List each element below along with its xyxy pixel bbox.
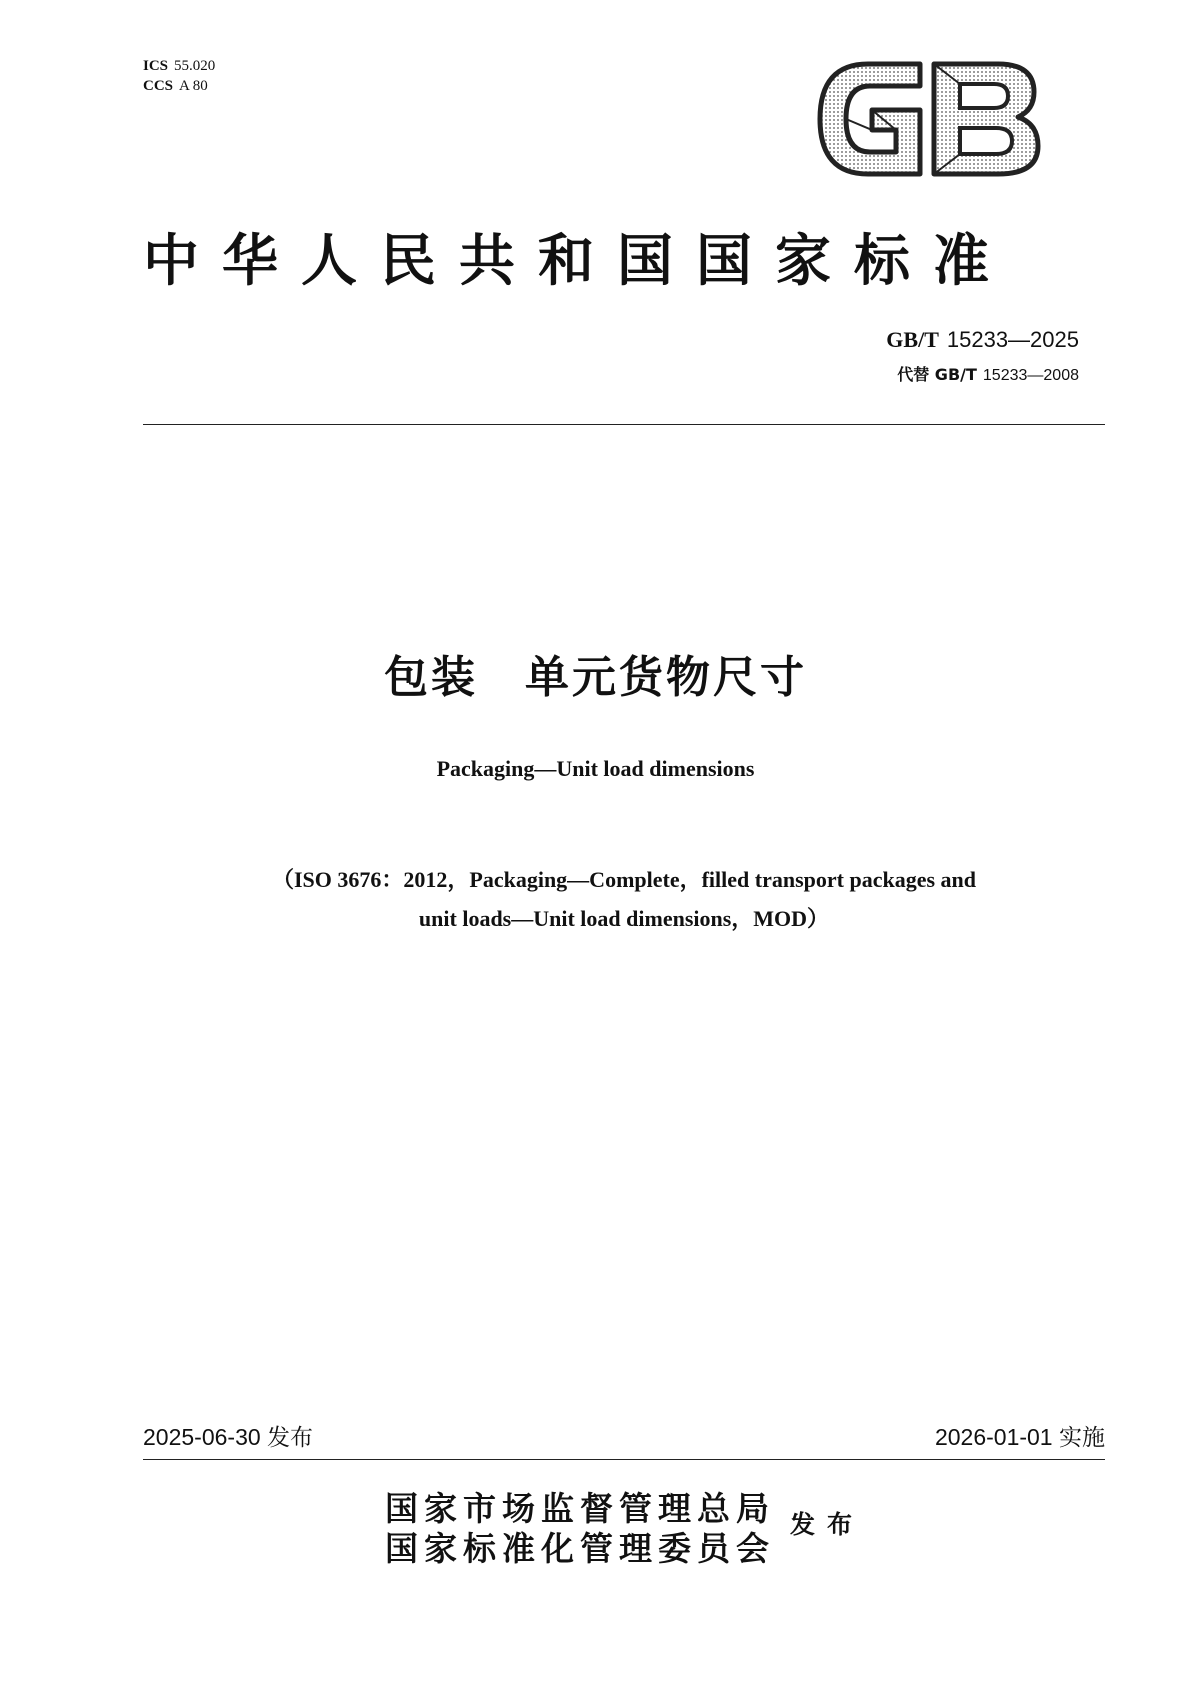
standard-code: 15233—2025 [946,327,1079,352]
national-standard-title: 中华人民共和国国家标准 [143,228,1012,294]
implementation-date [935,1422,1105,1452]
document-title-cn: 包装 单元货物尺寸 [384,652,807,703]
replaces-code: 15233—2008 [982,367,1079,384]
issuer-samr: 国家市场监督管理总局 [385,1489,775,1528]
ics-line [143,56,215,76]
implementation-date-label: 实施 [1059,1424,1105,1450]
implementation-date-value: 2026-01-01 [934,1424,1053,1450]
issue-date [143,1422,313,1452]
document-title-en: Packaging—Unit load dimensions [436,756,755,781]
replaces-label: 代替 GB/T [897,365,977,384]
issuer-sac: 国家标准化管理委员会 [385,1529,775,1568]
standard-number [886,326,1079,354]
iso-reference [143,860,1105,938]
issue-date-value: 2025-06-30 [143,1424,261,1450]
ics-label: ICS [143,58,169,74]
issuing-organizations [385,1489,775,1569]
replaces-standard [897,364,1079,387]
iso-reference-line1: （ISO 3676：2012，Packaging—Complete，filled transport packages and [271,867,977,892]
ics-value: 55.020 [174,58,216,74]
classification-block [143,56,215,96]
ccs-label: CCS [143,78,174,94]
standard-prefix: GB/T [886,327,939,352]
gb-standard-logo-icon [812,58,1044,180]
ccs-value: A 80 [179,78,208,94]
issued-label: 发布 [790,1510,865,1539]
ccs-line [143,76,215,96]
issue-date-label: 发布 [267,1424,314,1450]
iso-reference-line2: unit loads—Unit load dimensions，MOD） [418,906,830,931]
header-divider [143,424,1105,425]
footer-divider [143,1459,1105,1460]
